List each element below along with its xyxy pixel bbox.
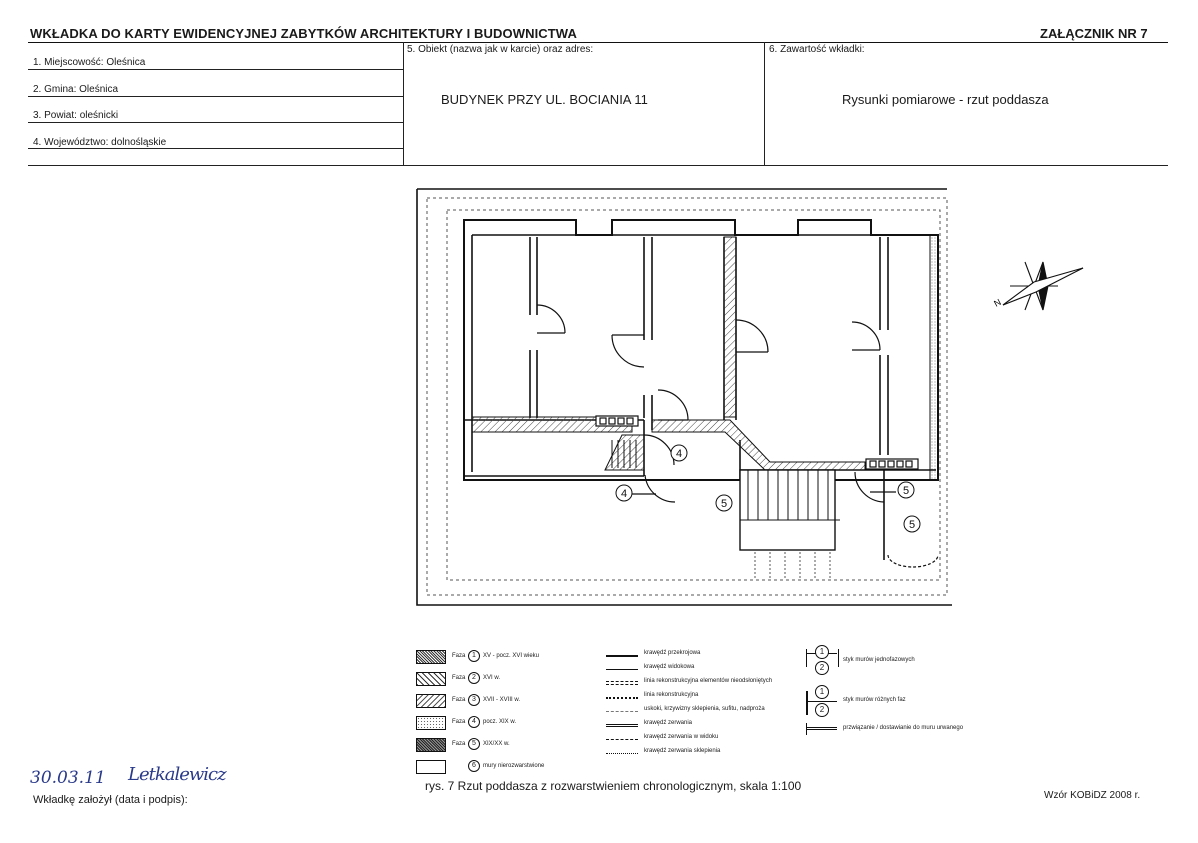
legend-joints bbox=[805, 645, 1005, 745]
joint-phase-a: 1 bbox=[815, 645, 829, 659]
legend-phase-row bbox=[416, 716, 606, 738]
field-county: 3. Powiat: oleśnicki bbox=[33, 110, 119, 121]
plan-label: 5 bbox=[720, 498, 728, 510]
phase-swatch bbox=[416, 650, 446, 664]
field-commune: 2. Gmina: Oleśnica bbox=[33, 84, 119, 95]
plan-label: 5 bbox=[908, 519, 916, 531]
line-sample bbox=[606, 739, 638, 740]
line-label: krawędź przekrojowa bbox=[644, 650, 701, 656]
legend-phases bbox=[416, 650, 606, 782]
phase-period: mury nierozwarstwione bbox=[483, 763, 545, 769]
line-sample bbox=[606, 753, 638, 754]
form-divider-1 bbox=[403, 42, 404, 165]
document-title: WKŁADKA DO KARTY EWIDENCYJNEJ ZABYTKÓW ARCHITEKTURY I BUDOWNICTWA bbox=[30, 26, 577, 41]
phase-number: 1 bbox=[468, 650, 480, 662]
plan-labels bbox=[600, 430, 940, 560]
legend-phase-row bbox=[416, 672, 606, 694]
phase-number: 3 bbox=[468, 694, 480, 706]
line-sample bbox=[606, 655, 638, 657]
legend-line-row bbox=[606, 664, 806, 678]
legend-line-row bbox=[606, 692, 806, 706]
form-bottom-rule bbox=[28, 165, 1168, 166]
legend-line-row bbox=[606, 650, 806, 664]
legend-line-row bbox=[606, 748, 806, 762]
line-label: linia rekonstrukcyjna elementów nieodsłoniętych bbox=[644, 678, 773, 684]
plan-label: 4 bbox=[675, 448, 683, 460]
phase-swatch bbox=[416, 694, 446, 708]
form-rule bbox=[28, 69, 403, 70]
header-rule bbox=[28, 42, 1168, 43]
phase-prefix: Faza bbox=[452, 675, 466, 681]
svg-text:N: N bbox=[992, 296, 1003, 309]
phase-swatch bbox=[416, 672, 446, 686]
phase-period: pocz. XIX w. bbox=[483, 719, 517, 725]
signature: Letkalewicz bbox=[128, 764, 226, 785]
line-label: krawędź widokowa bbox=[644, 664, 695, 670]
created-by-label: Wkładkę założył (data i podpis): bbox=[33, 794, 188, 806]
phase-number: 5 bbox=[468, 738, 480, 750]
line-label: uskoki, krzywizny sklepienia, sufitu, nadproża bbox=[644, 706, 765, 712]
joint-line bbox=[807, 701, 837, 702]
legend-line-row bbox=[606, 720, 806, 734]
field-locality: 1. Miejscowość: Oleśnica bbox=[33, 57, 146, 68]
legend-phase-row bbox=[416, 650, 606, 672]
legend-phase-row bbox=[416, 738, 606, 760]
phase-number: 2 bbox=[468, 672, 480, 684]
line-sample bbox=[606, 669, 638, 670]
joint-phase-b: 2 bbox=[815, 661, 829, 675]
legend-line-row bbox=[606, 734, 806, 748]
phase-prefix: Faza bbox=[452, 719, 466, 725]
line-label: krawędź zerwania bbox=[644, 720, 693, 726]
line-label: krawędź zerwania sklepienia bbox=[644, 748, 721, 754]
joint-line bbox=[806, 723, 807, 735]
attachment-number: ZAŁĄCZNIK NR 7 bbox=[1040, 26, 1148, 41]
joint-label: przwiązanie / dostawianie do muru urwanego bbox=[843, 725, 964, 731]
line-sample bbox=[606, 711, 638, 712]
plan-label: 5 bbox=[902, 485, 910, 497]
phase-period: XIX/XX w. bbox=[483, 741, 510, 747]
legend-line-row bbox=[606, 706, 806, 720]
legend-lines bbox=[606, 650, 806, 762]
field-object-label: 5. Obiekt (nazwa jak w karcie) oraz adres: bbox=[407, 44, 594, 55]
form-divider-2 bbox=[764, 42, 765, 165]
plan-label: 4 bbox=[620, 488, 628, 500]
creation-date: 30.03.11 bbox=[30, 768, 106, 788]
form-rule bbox=[28, 96, 403, 97]
phase-prefix: Faza bbox=[452, 697, 466, 703]
phase-swatch bbox=[416, 760, 446, 774]
line-sample bbox=[606, 724, 638, 727]
phase-period: XVII - XVIII w. bbox=[483, 697, 521, 703]
line-label: linia rekonstrukcyjna bbox=[644, 692, 699, 698]
phase-period: XV - pocz. XVI wieku bbox=[483, 653, 540, 659]
joint-line bbox=[807, 727, 837, 730]
field-voivodeship: 4. Województwo: dolnośląskie bbox=[33, 137, 167, 148]
line-sample bbox=[606, 697, 638, 699]
phase-swatch bbox=[416, 738, 446, 752]
phase-swatch bbox=[416, 716, 446, 730]
phase-prefix: Faza bbox=[452, 741, 466, 747]
joint-line bbox=[838, 649, 839, 667]
line-sample bbox=[606, 681, 638, 685]
field-content-value: Rysunki pomiarowe - rzut poddasza bbox=[842, 92, 1049, 107]
phase-number: 4 bbox=[468, 716, 480, 728]
form-rule bbox=[28, 148, 403, 149]
phase-period: XVI w. bbox=[483, 675, 501, 681]
joint-line bbox=[806, 691, 808, 715]
joint-label: styk murów różnych faz bbox=[843, 697, 906, 703]
phase-prefix: Faza bbox=[452, 653, 466, 659]
drawing-caption: rys. 7 Rzut poddasza z rozwarstwieniem chronologicznym, skala 1:100 bbox=[425, 779, 802, 793]
joint-line bbox=[806, 649, 807, 667]
phase-number: 6 bbox=[468, 760, 480, 772]
legend-phase-row bbox=[416, 694, 606, 716]
legend-line-row bbox=[606, 678, 806, 692]
template-version: Wzór KOBiDZ 2008 r. bbox=[1044, 790, 1141, 801]
joint-label: styk murów jednofazowych bbox=[843, 657, 915, 663]
joint-phase-a: 1 bbox=[815, 685, 829, 699]
field-object-value: BUDYNEK PRZY UL. BOCIANIA 11 bbox=[441, 92, 648, 107]
field-content-label: 6. Zawartość wkładki: bbox=[769, 44, 865, 55]
joint-phase-b: 2 bbox=[815, 703, 829, 717]
form-rule bbox=[28, 122, 403, 123]
line-label: krawędź zerwania w widoku bbox=[644, 734, 719, 740]
